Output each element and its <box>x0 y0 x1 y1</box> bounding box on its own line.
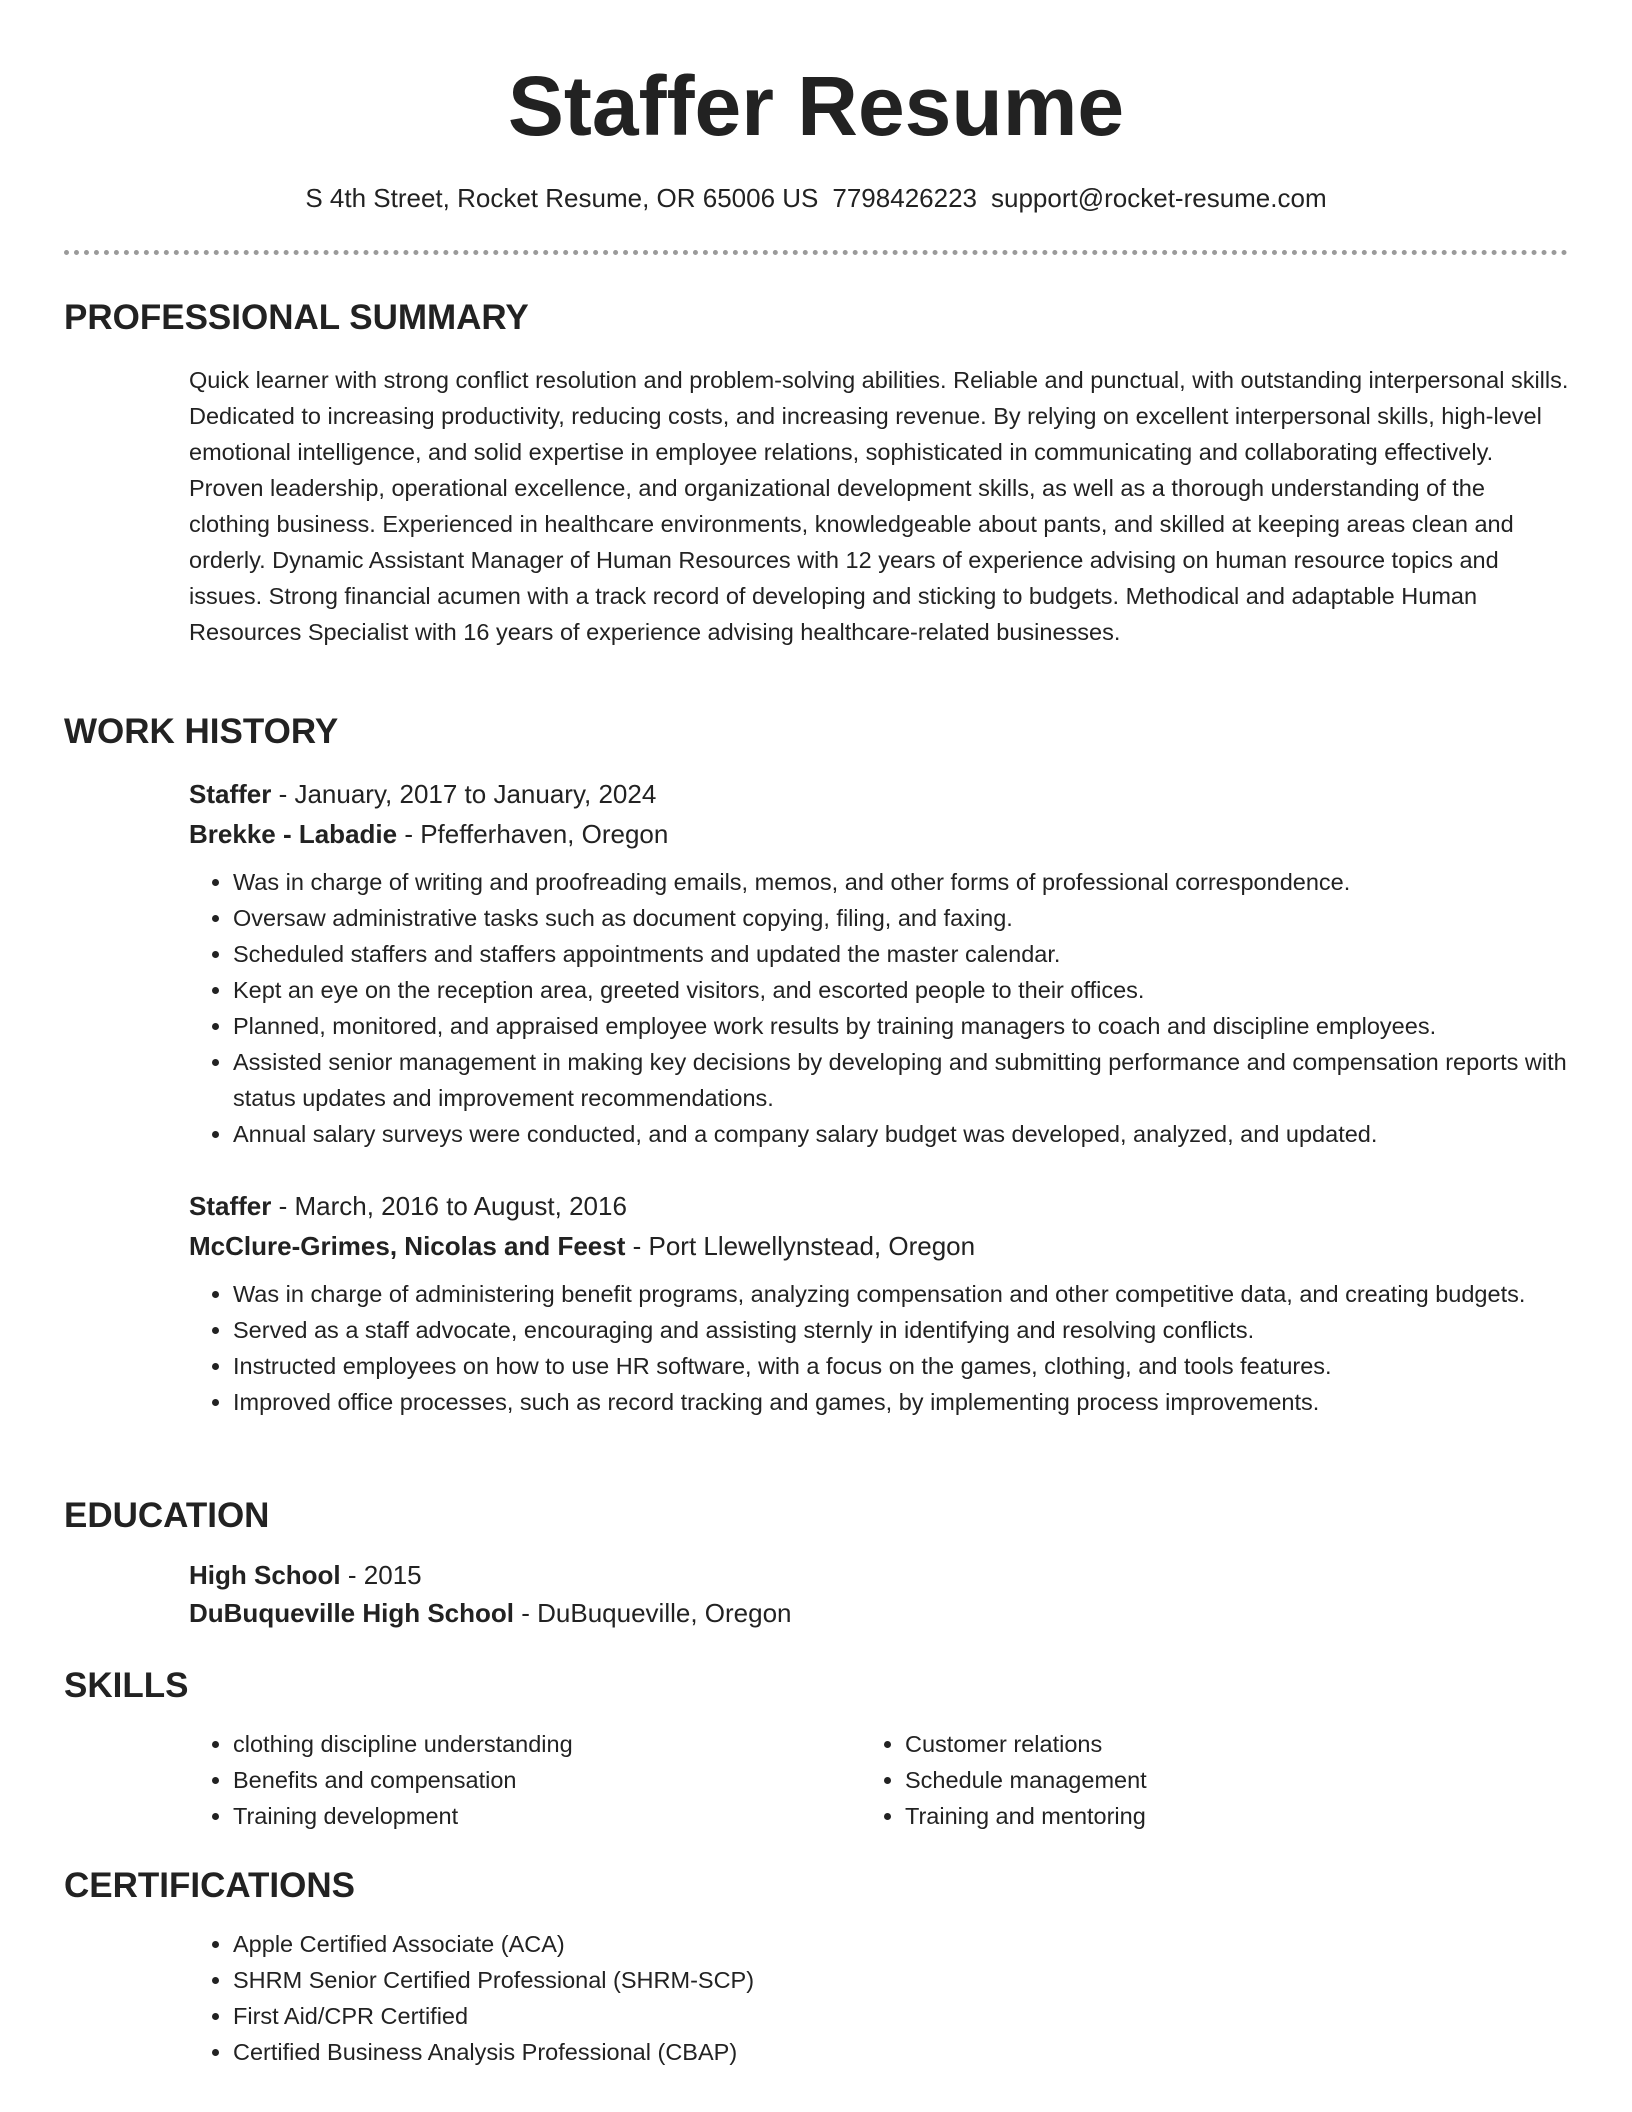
job-bullet: • Improved office processes, such as record tracking and games, by implementing process improvements. <box>233 1384 1569 1420</box>
certification-item: • Certified Business Analysis Professional (CBAP) <box>233 2034 1569 2070</box>
contact-phone: 7798426223 <box>832 183 977 213</box>
job-dates: - March, 2016 to August, 2016 <box>271 1191 627 1221</box>
job-bullet: • Was in charge of administering benefit programs, analyzing compensation and other competitive data, and creating budgets. <box>233 1276 1569 1312</box>
job-bullets <box>189 864 1569 1152</box>
job-bullet: • Was in charge of writing and proofreading emails, memos, and other forms of professional correspondence. <box>233 864 1569 900</box>
job-title-line <box>189 774 1569 814</box>
job-company: McClure-Grimes, Nicolas and Feest <box>189 1231 626 1261</box>
job-entry <box>189 774 1569 1152</box>
resume-name: Staffer Resume <box>507 59 1125 153</box>
certifications-block <box>189 1926 1569 2070</box>
skills-column-left <box>189 1726 829 1834</box>
education-school-line <box>189 1594 1569 1632</box>
job-dates: - January, 2017 to January, 2024 <box>271 779 657 809</box>
certification-item: • Apple Certified Associate (ACA) <box>233 1926 1569 1962</box>
education-school: DuBuqueville High School <box>189 1598 515 1628</box>
job-company-line <box>189 814 1569 854</box>
skill-item: • Customer relations <box>905 1726 1501 1762</box>
skill-item: • Benefits and compensation <box>233 1762 829 1798</box>
section-title-summary: PROFESSIONAL SUMMARY <box>64 298 529 337</box>
summary-block <box>189 362 1569 650</box>
job-role: Staffer <box>189 779 272 809</box>
job-bullet: • Oversaw administrative tasks such as document copying, filing, and faxing. <box>233 900 1569 936</box>
education-location: - DuBuqueville, Oregon <box>514 1598 792 1628</box>
section-title-certifications: CERTIFICATIONS <box>64 1866 356 1905</box>
education-degree: High School <box>189 1560 341 1590</box>
education-degree-line <box>189 1556 1569 1594</box>
job-bullet: • Planned, monitored, and appraised employee work results by training managers to coach and discipline employees. <box>233 1008 1569 1044</box>
job-company-line <box>189 1226 1569 1266</box>
job-company: Brekke - Labadie <box>189 819 398 849</box>
job-bullet: • Annual salary surveys were conducted, and a company salary budget was developed, analyzed, and updated. <box>233 1116 1569 1152</box>
summary-text: Quick learner with strong conflict resolution and problem-solving abilities. Reliable and punctual, with outstanding interpersonal skills. Dedicated to increasing productivity, reducing costs, and increasing revenue. By relying on excellent interpersonal skills, high-level emotional intelligence, and solid expertise in employee relations, sophisticated in communicating and collaborating effectively. Proven leadership, operational excellence, and organizational development skills, as well as a thorough understanding of the clothing business. Experienced in healthcare environments, knowledgeable about pants, and skilled at keeping areas clean and orderly. Dynamic Assistant Manager of Human Resources with 12 years of experience advising on human resource topics and issues. Strong financial acumen with a track record of developing and sticking to budgets. Methodical and adaptable Human Resources Specialist with 16 years of experience advising healthcare-related businesses. <box>189 367 1569 645</box>
job-bullets <box>189 1276 1569 1420</box>
job-role: Staffer <box>189 1191 272 1221</box>
skill-item: • Training development <box>233 1798 829 1834</box>
job-location: - Port Llewellynstead, Oregon <box>625 1231 976 1261</box>
education-entry <box>189 1556 1569 1632</box>
contact-address: S 4th Street, Rocket Resume, OR 65006 US <box>305 183 819 213</box>
job-bullet: • Served as a staff advocate, encouraging and assisting sternly in identifying and resolving conflicts. <box>233 1312 1569 1348</box>
job-bullet: • Instructed employees on how to use HR software, with a focus on the games, clothing, and tools features. <box>233 1348 1569 1384</box>
skill-item: • Schedule management <box>905 1762 1501 1798</box>
header-divider <box>64 250 1568 255</box>
skills-list <box>861 1726 1501 1834</box>
section-title-skills: SKILLS <box>64 1666 189 1705</box>
certification-item: • SHRM Senior Certified Professional (SHRM-SCP) <box>233 1962 1569 1998</box>
job-title-line <box>189 1186 1569 1226</box>
certifications-list <box>189 1926 1569 2070</box>
job-entry <box>189 1186 1569 1420</box>
section-title-education: EDUCATION <box>64 1496 270 1535</box>
skill-item: • Training and mentoring <box>905 1798 1501 1834</box>
contact-email[interactable]: support@rocket-resume.com <box>991 183 1327 213</box>
contact-line <box>0 180 1632 216</box>
job-bullet: • Assisted senior management in making key decisions by developing and submitting performance and compensation reports with status updates and improvement recommendations. <box>233 1044 1569 1116</box>
skill-item: • clothing discipline understanding <box>233 1726 829 1762</box>
job-bullet: • Kept an eye on the reception area, greeted visitors, and escorted people to their offices. <box>233 972 1569 1008</box>
certification-item: • First Aid/CPR Certified <box>233 1998 1569 2034</box>
education-year: - 2015 <box>340 1560 422 1590</box>
section-title-work-history: WORK HISTORY <box>64 712 339 751</box>
skills-list <box>189 1726 829 1834</box>
skills-column-right <box>861 1726 1501 1834</box>
job-location: - Pfefferhaven, Oregon <box>397 819 669 849</box>
job-bullet: • Scheduled staffers and staffers appointments and updated the master calendar. <box>233 936 1569 972</box>
